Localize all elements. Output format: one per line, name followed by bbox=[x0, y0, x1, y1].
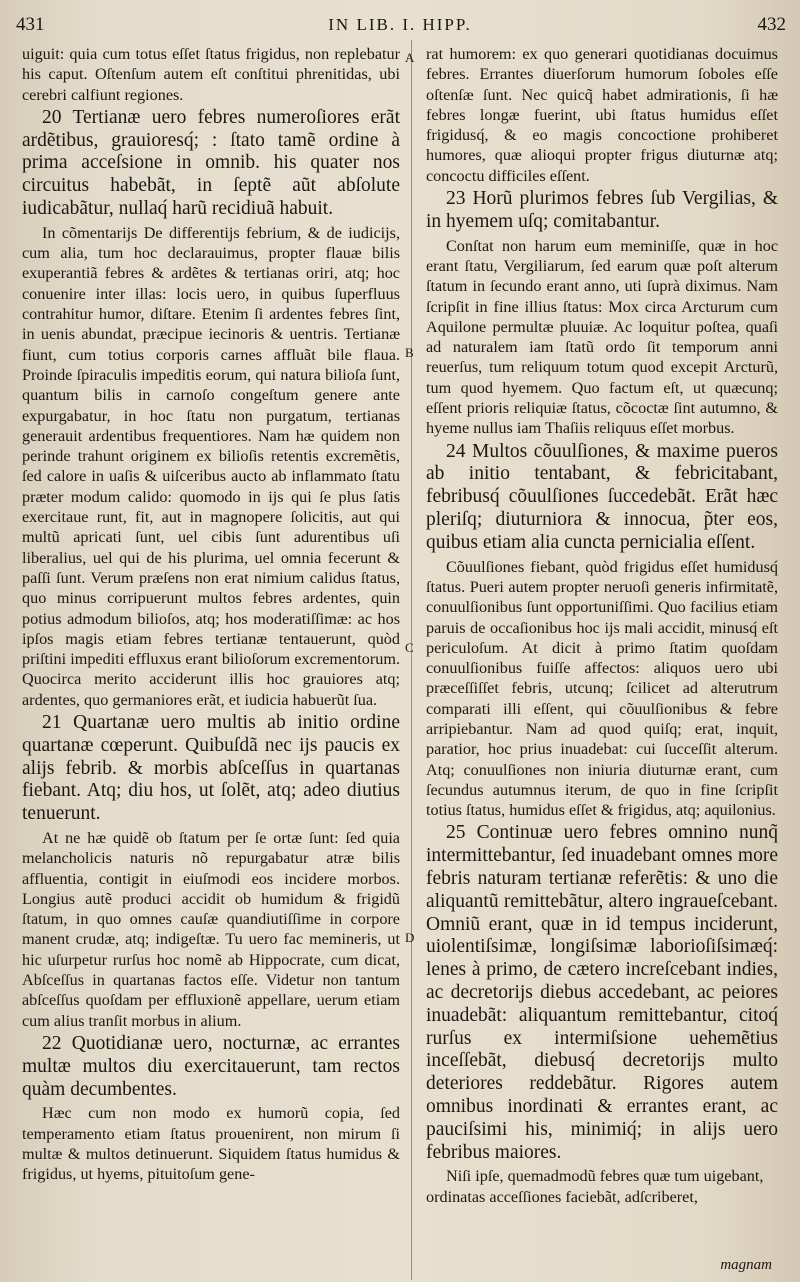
aphorism-24: 24 Multos cõuulſiones, & maxime pueros ab initio tentabant, & febricitabant, febribusq́ cõuulſiones ſuccedebãt. Erãt hæc pleriſq; diuturniora & innocua, p̃ter eos, quibus etiam alia cuncta pernicialia eſſent. bbox=[426, 440, 778, 553]
commentary-paragraph: At ne hæ quidẽ ob ſtatum per ſe ortæ ſunt: ſed quia melancholicis naturis nõ repurgabatur atræ bilis affluentia, contigit in eiuſmodi eos incidere morbos. Longius autẽ produci accidit ob humidum & frigidũ ſtatum, in quo omnes cauſæ quandiutiſſime in corpore manent crudæ, atq; indigeſtæ. Tu uero fac memineris, ut hic uſurpetur rurſus hoc nomẽ ab Hippocrate, cum dicat, Abſceſſus in quartanas factos eſſe. Videtur non tantum abſceſſus quoſdam per effluxionẽ appellare, uerum etiam cum alius tranſit morbus in alium. bbox=[22, 828, 400, 1030]
aphorism-21: 21 Quartanæ uero multis ab initio ordine quartanæ cœperunt. Quibuſdã nec ijs paucis ex alijs febrib. & morbis abſceſſus in quartanas fiebant. Atq; diu hos, ut ſolẽt, atq; adeo diutius tenuerunt. bbox=[22, 712, 400, 825]
page-number-left: 431 bbox=[16, 14, 45, 35]
margin-letter-d: D bbox=[405, 930, 415, 945]
aphorism-23: 23 Horũ plurimos febres ſub Vergilias, & in hyemem uſq; comitabantur. bbox=[426, 188, 778, 232]
running-title: IN LIB. I. HIPP. bbox=[328, 15, 472, 34]
page-number-right: 432 bbox=[757, 14, 786, 35]
aphorism-22: 22 Quotidianæ uero, nocturnæ, ac errantes multæ multos diu exercitauerunt, tam rectos quàm decumbentes. bbox=[22, 1032, 400, 1100]
commentary-paragraph: Hæc cum non modo ex humorũ copia, ſed temperamento etiam ſtatus prouenirent, non mirum ſi multæ & multos detinuerunt. Siquidem ſtatus humidus & frigidus, ut hyems, pituitoſum gene- bbox=[22, 1104, 400, 1184]
left-column bbox=[22, 44, 400, 1187]
margin-letter-c: C bbox=[405, 640, 414, 655]
paragraph: uiguit: quia cum totus eſſet ſtatus frigidus, non replebatur his caput. Oſtenſum autem eſt conſtitui phrenitidas, ubi cerebri calfiunt regiones. bbox=[22, 45, 400, 104]
margin-letter-b: B bbox=[405, 345, 414, 360]
right-column bbox=[426, 44, 778, 1209]
commentary-paragraph: Conſtat non harum eum meminiſſe, quæ in hoc erant ſtatu, Vergiliarum, ſed earum quæ poſt alterum ſtatum in ſecundo erant anno, uti ſuprà diximus. Nam ſcripſit in fine illius ſtatus: Mox circa Arcturum cum Aquilone permultæ pluuiæ. Ac loquitur poſtea, quaſi ad naturalem iam ſtatũ ordo ſit temporum anni reuerſus, tum reliquum totum quod excepit Arcturũ, tum quod hyemem. Quo factum eſt, ut quæcunq; eſſent prioris reliquiæ ſtatus, cõcoctæ ſint autumno, & hyeme nullus iam Thaſiis reliquus eſſet morbus. bbox=[426, 236, 778, 438]
margin-letter-a: A bbox=[405, 50, 415, 65]
aphorism-25: 25 Continuæ uero febres omnino nunq̃ intermittebantur, ſed inuadebant omnes more febris naturam tertianæ referẽtis: & uno die aliquantũ remittebãtur, altero ingraueſcebant. Omniũ erant, quæ in id tempus inciderunt, uiolentiſsimæ, longiſsimæ laborioſiſsimæq́: lenes à primo, de cætero increſcebant indies, ac decretorijs diebus accedebant, ac peiores inuadebãt: aliquantum remittebantur, citoq́ rurſus ex intermiſsione uehemẽtius inceſſebãt, diebusq́ decretorijs multo deteriores reddebãtur. Rigores autem omnibus inordinati & errantes erant, ac pauciſsimi his, minimiq́; in alijs uero febribus maiores. bbox=[426, 822, 778, 1163]
paragraph: rat humorem: ex quo generari quotidianas docuimus febres. Errantes diuerſorum humorum ſoboles eſſe oſtenſæ ſunt. Nec quicq̃ habet admirationis, ſi hæ febres longæ fuerint, ubi ſtatus humidus eſſet frigidusq́, & eo magis concoctione prohiberet humores, quæ alioqui propter frigus diuturnæ atq; concoctu difficiles eſſent. bbox=[426, 45, 778, 185]
commentary-paragraph: In cõmentarijs De differentijs febrium, & de iudicijs, cum alia, tum hoc declarauimus, propter flauæ bilis exuperantiã febres & ardẽtes & tertianas oriri, atq; hoc conuenire inter illas: locis uero, in quibus ſuperfluus contrahitur humor, diſtare. Etenim ſi ardentes febres ſint, in uenis abundat, præcipue iecinoris & uentris. Tertianæ fiunt, cum totius corporis carnes affluãt bile flaua. Proinde ſpiraculis impeditis eorum, qui natura bilioſa ſunt, quantum bilis in carnoſo congeſtum genere ante expurgabatur, in hoc ſtatu non purgatum, tertianas generauit ardentibus frequentiores. Nam hæ quidem non perinde trahunt originem ex bilioſis retentis excremẽtis, ſed calore in uaſis & uiſceribus aucto ab inflammato ſtatu præter modum calido: quomodo in ijs qui ſe plus ſatis exercitaue runt, fit, aut in magnopere ſolicitis, aut qui multũ apricati ſunt, uel cibis ſunt adurentibus uſi liberalius, uel qui de his plurima, uel omnia fecerunt & paſſi ſunt. Verum præſens non erat nimium calidus ſtatus, quo minus corripuerunt multos febres ardentes, quin potius admodum bilioſos, atq; hos moderatiſſimæ: ac hos ipſos magis etiam febres tertianæ tentauerunt, quòd priſtini impediti effluxus erant bilioſorum excrementorum. Quocirca merito acciderunt illis hoc grauiores atq; ardentes, quo germaniores erãt, et iudicia habuerũt ſua. bbox=[22, 223, 400, 709]
column-divider bbox=[411, 40, 412, 1280]
commentary-paragraph: Niſi ipſe, quemadmodũ febres quæ tum uigebant, ordinatas acceſſiones faciebãt, adſcriberet, bbox=[426, 1167, 764, 1206]
catchword: magnam bbox=[720, 1257, 772, 1273]
commentary-paragraph: Cõuulſiones fiebant, quòd frigidus eſſet humidusq́ ſtatus. Pueri autem propter neruoſi generis infirmitatẽ, conuulſionibus ſunt opportuniſſimi. Quo facilius etiam paruis de occaſionibus hoc ijs mali accidit, minusq́ eſt periculoſum. At dicit à primo ſtatim quoſdam conuulſionibus fuiſſe affectos: aliquos uero ubi præceſſiſſet febris, utcunq; ſcilicet ad alterutrum comparati illi eſſent, qui cõuulſionibus & febre arripiebantur. Nam ad quod quiſq; erat, inquit, paratior, hoc prius inuadebat: cui ſucceſſit alterum. Atq; conuulſiones non iniuria diuturnæ erant, cum ſecundus autumnus iterum, de quo in fine ſcripſit totius ſtatus, humidus eſſet & frigidus, atq; aquilonius. bbox=[426, 557, 778, 820]
aphorism-20: 20 Tertianæ uero febres numeroſiores erãt ardẽtibus, grauioresq́; : ſtato tamẽ ordine à prima acceſsione in omnib. his quater nos circuitus habebãt, in ſeptẽ aũt abſolute iudicabãtur, nullaq́ harũ recidiuã habuit. bbox=[22, 106, 400, 220]
